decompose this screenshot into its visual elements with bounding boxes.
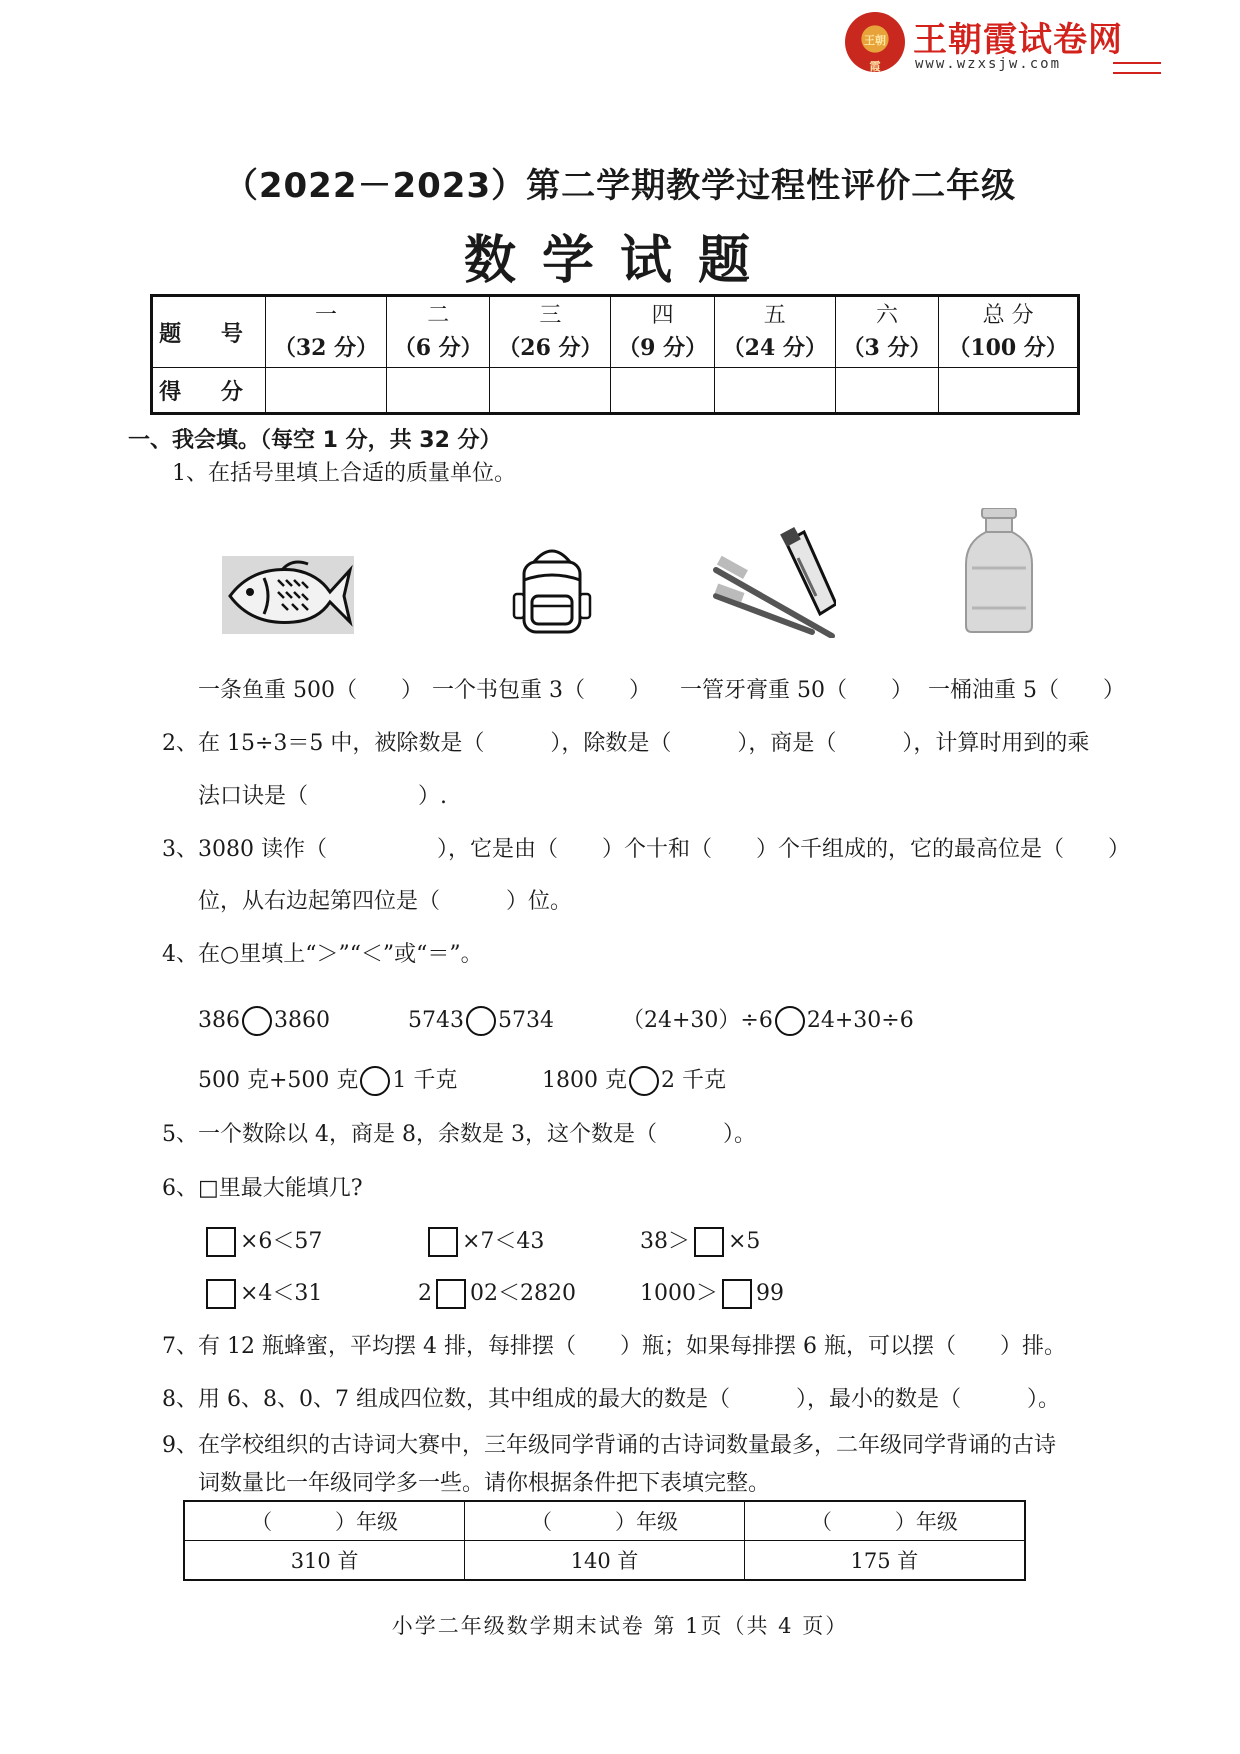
score-col: [266, 296, 387, 368]
logo-name: 王朝霞试卷网: [913, 20, 1123, 60]
section-heading: 一、我会填。（每空 1 分，共 32 分）: [128, 428, 502, 453]
col-points: （26 分）: [498, 335, 603, 361]
question-1-stem: 1、在括号里填上合适的质量单位。: [172, 461, 516, 486]
score-cell[interactable]: [266, 368, 387, 414]
compare-left: 386: [198, 1008, 240, 1033]
box-pre: 2: [418, 1281, 432, 1306]
score-value-row: [152, 368, 1079, 414]
logo-seal-text: 王朝霞: [864, 34, 886, 73]
compare-right: 1 千克: [392, 1068, 458, 1093]
score-col: [939, 296, 1079, 368]
poem-count-cell: 175 首: [744, 1541, 1025, 1581]
poem-header-row: [184, 1501, 1025, 1541]
answer-box[interactable]: [428, 1227, 458, 1257]
compare-circle[interactable]: [360, 1066, 390, 1096]
poem-value-row: [184, 1541, 1025, 1581]
question-3-line: 3、3080 读作（ ），它是由（ ）个十和（ ）个千组成的，它的最高位是（ ）: [162, 837, 1130, 862]
box-item: [640, 1279, 784, 1309]
question-7: 7、有 12 瓶蜂蜜，平均摆 4 排，每排摆（ ）瓶；如果每排摆 6 瓶，可以摆（ ）排。: [162, 1334, 1066, 1359]
score-row-label: 得 分: [152, 368, 266, 414]
compare-left: 500 克+500 克: [198, 1068, 359, 1093]
col-label: 二: [427, 303, 450, 328]
compare-item: [622, 1006, 914, 1036]
compare-circle[interactable]: [775, 1006, 805, 1036]
score-cell[interactable]: [835, 368, 938, 414]
score-cell[interactable]: [490, 368, 611, 414]
compare-right: 2 千克: [660, 1068, 726, 1093]
compare-right: 5734: [498, 1008, 554, 1033]
exam-title: （2022－2023）第二学期教学过程性评价二年级: [223, 166, 1017, 206]
score-row-label: 题 号: [152, 296, 266, 368]
question-9-line: 9、在学校组织的古诗词大赛中，三年级同学背诵的古诗词数量最多，二年级同学背诵的古诗: [162, 1433, 1057, 1458]
box-post: ×6＜57: [240, 1229, 323, 1254]
score-cell[interactable]: [714, 368, 835, 414]
question-3-line: 位，从右边起第四位是（ ）位。: [198, 889, 573, 914]
question-8: 8、用 6、8、0、7 组成四位数，其中组成的最大的数是（ ），最小的数是（ ）。: [162, 1387, 1060, 1412]
col-points: （3 分）: [842, 335, 932, 361]
oil-bottle-icon: [962, 508, 1036, 634]
compare-right: 3860: [274, 1008, 330, 1033]
col-label: 六: [876, 303, 899, 328]
answer-box[interactable]: [206, 1227, 236, 1257]
score-cell[interactable]: [387, 368, 490, 414]
score-col: [387, 296, 490, 368]
fish-icon: [222, 556, 354, 634]
box-pre: 38＞: [640, 1229, 690, 1254]
question-2-line: 2、在 15÷3＝5 中，被除数是（ ），除数是（ ），商是（ ），计算时用到的乘: [162, 731, 1090, 756]
box-item: [418, 1279, 576, 1309]
col-points: （24 分）: [722, 335, 827, 361]
toothpaste-icon: [712, 526, 836, 638]
compare-left: （24+30）÷6: [622, 1008, 773, 1033]
poem-table: [183, 1500, 1026, 1581]
answer-box[interactable]: [436, 1279, 466, 1309]
backpack-icon: [512, 540, 592, 640]
score-col: [490, 296, 611, 368]
col-points: （32 分）: [273, 335, 379, 361]
poem-grade-cell[interactable]: （ ）年级: [744, 1501, 1025, 1541]
score-col: [714, 296, 835, 368]
box-post: ×4＜31: [240, 1281, 323, 1306]
question-4-stem: 4、在○里填上“＞”“＜”或“＝”。: [162, 942, 483, 967]
box-item: [640, 1227, 760, 1257]
box-post: ×7＜43: [462, 1229, 545, 1254]
col-points: （100 分）: [948, 335, 1068, 361]
compare-circle[interactable]: [242, 1006, 272, 1036]
compare-item: [408, 1006, 554, 1036]
poem-count-cell: 140 首: [465, 1541, 745, 1581]
box-post: 99: [756, 1281, 784, 1306]
compare-right: 24+30÷6: [806, 1008, 914, 1033]
box-post: ×5: [728, 1229, 761, 1254]
question-9-line: 词数量比一年级同学多一些。请你根据条件把下表填完整。: [198, 1471, 771, 1496]
col-points: （9 分）: [618, 335, 708, 361]
box-item: [202, 1279, 322, 1309]
score-col: [611, 296, 714, 368]
box-item: [202, 1227, 322, 1257]
compare-circle[interactable]: [466, 1006, 496, 1036]
score-col: [835, 296, 938, 368]
compare-item: [542, 1066, 726, 1096]
answer-box[interactable]: [694, 1227, 724, 1257]
poem-count-cell: 310 首: [184, 1541, 465, 1581]
col-label: 三: [539, 303, 562, 328]
answer-box[interactable]: [722, 1279, 752, 1309]
poem-grade-cell[interactable]: （ ）年级: [465, 1501, 745, 1541]
compare-left: 5743: [408, 1008, 464, 1033]
compare-item: [198, 1066, 457, 1096]
question-5: 5、一个数除以 4，商是 8，余数是 3，这个数是（ ）。: [162, 1122, 756, 1147]
col-label: 四: [651, 303, 674, 328]
score-header-row: [152, 296, 1079, 368]
logo-url: www.wzxsjw.com: [915, 56, 1062, 72]
compare-item: [198, 1006, 330, 1036]
question-6-stem: 6、□里最大能填几?: [162, 1176, 363, 1201]
question-1-item: 一条鱼重 500（ ）: [198, 678, 423, 703]
site-logo: [845, 12, 1175, 74]
box-pre: 1000＞: [640, 1281, 718, 1306]
col-label: 五: [763, 303, 786, 328]
logo-seal-icon: [845, 12, 905, 72]
compare-left: 1800 克: [542, 1068, 627, 1093]
score-cell[interactable]: [939, 368, 1079, 414]
answer-box[interactable]: [206, 1279, 236, 1309]
box-item: [424, 1227, 544, 1257]
score-cell[interactable]: [611, 368, 714, 414]
compare-circle[interactable]: [629, 1066, 659, 1096]
question-2-line: 法口诀是（ ）.: [198, 784, 447, 809]
question-1-item: 一管牙膏重 50（ ）: [680, 678, 913, 703]
exam-subtitle: 数学试题: [463, 231, 776, 291]
poem-grade-cell[interactable]: （ ）年级: [184, 1501, 465, 1541]
page-footer: 小学二年级数学期末试卷 第 1页（共 4 页）: [391, 1614, 849, 1638]
col-points: （6 分）: [393, 335, 483, 361]
col-label: 一: [314, 303, 337, 328]
col-label: 总 分: [982, 303, 1034, 328]
question-1-item: 一个书包重 3（ ）: [432, 678, 651, 703]
score-table: [150, 294, 1080, 415]
question-1-item: 一桶油重 5（ ）: [928, 678, 1125, 703]
box-post: 02＜2820: [470, 1281, 576, 1306]
logo-decoration: [1113, 62, 1161, 74]
